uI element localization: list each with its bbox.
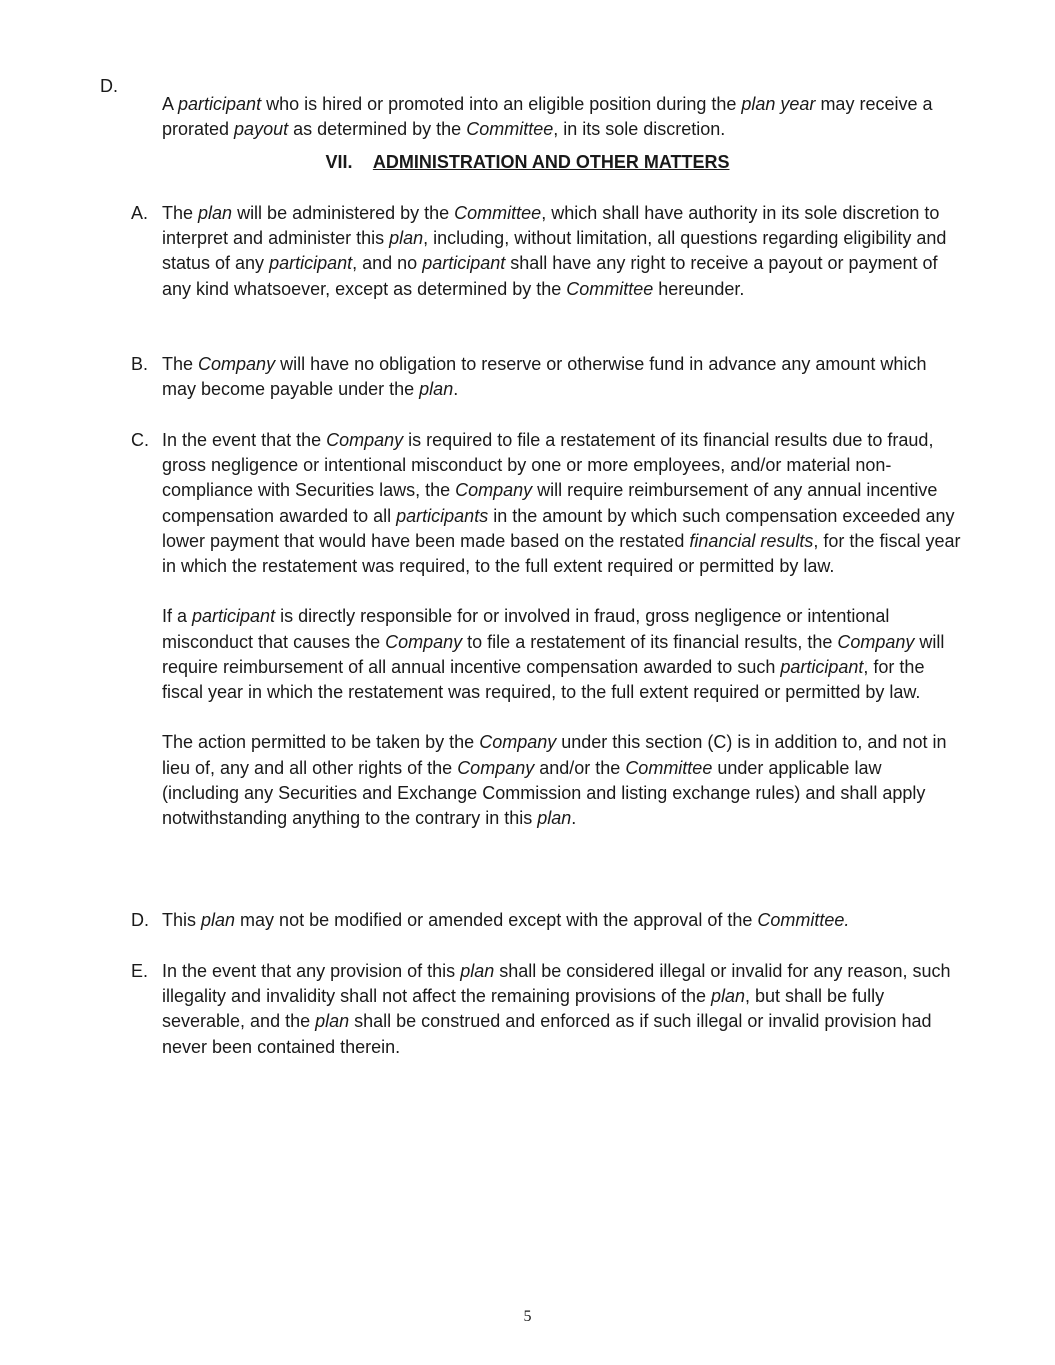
- defined-term: Company: [198, 354, 276, 374]
- defined-term: Company: [385, 631, 463, 652]
- item-d: [131, 908, 961, 933]
- defined-term: Committee: [625, 757, 713, 778]
- item-paragraph: In the event that the Company is required to file a restatement of its financial results due to fraud, gross negligence or intentional misconduct by one or more employees, and/or material non-compliance with Securities laws, the Company will require reimbursement of any annual incentive compensation awarded to all participants in the amount by which such compensation exceeded any lower payment that would have been made based on the restated financial results, for the fiscal year in which the restatement was required, to the full extent required or permitted by law.: [162, 430, 961, 577]
- item-marker: C.: [131, 430, 149, 450]
- item-marker: A.: [131, 203, 149, 223]
- defined-term: Company: [326, 430, 404, 450]
- item-paragraph: In the event that any provision of this plan shall be considered illegal or invalid for any reason, such illegality and invalidity shall not affect the remaining provisions of the plan, but shall be fully severable, and the plan shall be construed and enforced as if such illegal or invalid provision had never been contained therein.: [162, 961, 951, 1057]
- defined-term: plan: [460, 961, 495, 981]
- defined-term: plan: [389, 228, 424, 249]
- defined-term: Company: [837, 631, 915, 652]
- page-number: 5: [523, 1308, 532, 1325]
- defined-term: participant: [269, 253, 353, 274]
- item-paragraph: The plan will be administered by the Committee, which shall have authority in its sole discretion to interpret and administer this plan, including, without limitation, all questions regarding eligibility and status of any participant, and no participant shall have any right to receive a payout or payment of any kind whatsoever, except as determined by the Committee hereunder.: [162, 203, 947, 299]
- item-marker: D.: [100, 76, 118, 96]
- defined-term: participant: [178, 94, 262, 114]
- section-heading: [0, 150, 1055, 175]
- defined-term: participants: [396, 505, 489, 526]
- section-number: VII.: [325, 152, 353, 172]
- defined-term: Company: [455, 480, 533, 501]
- defined-term: participant: [422, 253, 506, 274]
- defined-term: financial results: [689, 530, 814, 551]
- item-marker: E.: [131, 961, 149, 981]
- item-paragraph: The action permitted to be taken by the Company under this section (C) is in addition to, and not in lieu of, any and all other rights of the Company and/or the Committee under applicable law (including any Securities and Exchange Commission and listing exchange rules) and shall apply notwithstanding anything to the contrary in this plan.: [162, 732, 947, 829]
- item-paragraph: This plan may not be modified or amended except with the approval of the Committee.: [162, 910, 850, 930]
- defined-term: Company: [479, 732, 557, 753]
- defined-term: plan: [315, 1011, 350, 1032]
- item-paragraph: The Company will have no obligation to reserve or otherwise fund in advance any amount which may become payable under the plan.: [162, 354, 927, 400]
- section-title: ADMINISTRATION AND OTHER MATTERS: [372, 152, 730, 172]
- defined-term: participant: [192, 606, 276, 627]
- defined-term: Committee.: [757, 910, 850, 930]
- defined-term: plan: [537, 808, 572, 829]
- item-e: [131, 959, 961, 1060]
- defined-term: Company: [457, 757, 535, 778]
- defined-term: Committee: [466, 119, 554, 140]
- defined-term: payout: [234, 119, 289, 140]
- defined-term: plan year: [741, 94, 816, 114]
- item-c: [131, 428, 961, 831]
- defined-term: plan: [710, 986, 746, 1007]
- item-paragraph: If a participant is directly responsible for or involved in fraud, gross negligence or intentional misconduct that causes the Company to file a restatement of its financial results, the Company will require reimbursement of all annual incentive compensation awarded to such participant, for the fiscal year in which the restatement was required, to the full extent required or permitted by law.: [162, 606, 945, 703]
- item-marker: B.: [131, 354, 149, 374]
- defined-term: participant: [780, 656, 864, 677]
- defined-term: Committee: [454, 203, 542, 223]
- section-d-prorated-payout: [100, 74, 960, 160]
- item-marker: D.: [131, 910, 149, 930]
- defined-term: Committee: [566, 278, 654, 299]
- item-paragraph: A participant who is hired or promoted into an eligible position during the plan year may receive a prorated payout as determined by the Committee, in its sole discretion.: [162, 94, 933, 140]
- item-b: [131, 352, 961, 402]
- item-a: [131, 201, 961, 302]
- defined-term: plan: [198, 203, 233, 223]
- defined-term: plan: [201, 910, 236, 930]
- defined-term: plan: [419, 379, 454, 400]
